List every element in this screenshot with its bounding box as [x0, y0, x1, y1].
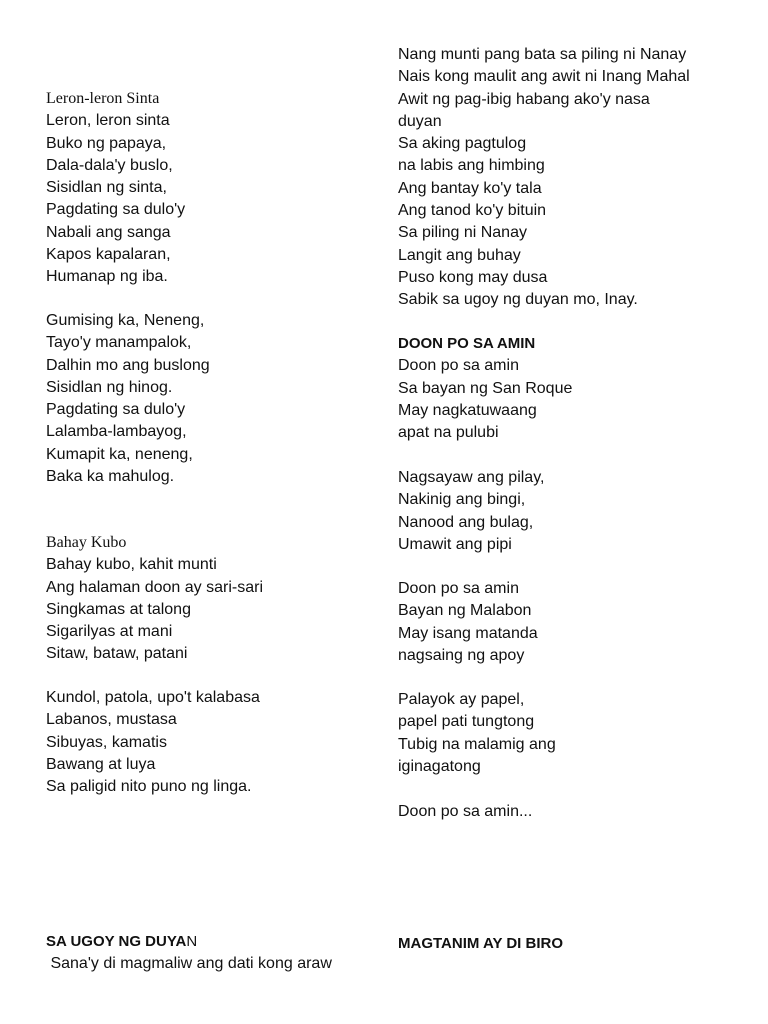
lyric-line: Leron, leron sinta [46, 112, 170, 130]
lyric-line: Ang tanod ko'y bituin [398, 202, 547, 220]
leron-leron-sinta-song [46, 88, 185, 289]
lyric-line: Puso kong may dusa [398, 268, 548, 286]
lyric-line: Umawit ang pipi [398, 535, 512, 553]
lyric-line: Langit ang buhay [398, 246, 521, 264]
stanza [398, 467, 544, 556]
lyric-line: Sa aking pagtulog [398, 135, 527, 153]
lyric-line: Doon po sa amin [398, 357, 519, 375]
lyric-line: nagsaing ng apoy [398, 646, 525, 664]
closing-line-block [398, 801, 532, 823]
lyric-line: Nakinig ang bingi, [398, 491, 526, 509]
lyric-line: May isang matanda [398, 624, 538, 642]
stanza [398, 355, 572, 444]
lyric-line: Kundol, patola, upo't kalabasa [46, 689, 260, 706]
lyric-line: Tubig na malamig ang [398, 735, 556, 753]
lyric-line: Ang bantay ko'y tala [398, 179, 542, 197]
lyric-line: Baka ka mahulog. [46, 468, 175, 486]
lyric-line: Nagsayaw ang pilay, [398, 469, 545, 486]
lyric-line: Humanap ng iba. [46, 268, 168, 286]
lyric-line: Bahay kubo, kahit munti [46, 556, 217, 574]
song-title: Leron-leron Sinta [46, 90, 160, 107]
lyric-line: Pagdating sa dulo'y [46, 201, 186, 219]
song-title: MAGTANIM AY DI BIRO [398, 935, 564, 952]
stanza [46, 110, 185, 288]
sa-ugoy-continued [398, 44, 690, 312]
song-title: DOON PO SA AMIN [398, 335, 536, 352]
lyric-line: Ang halaman doon ay sari-sari [46, 578, 264, 596]
lyric-line: Gumising ka, Neneng, [46, 312, 205, 329]
lyric-line: apat na pulubi [398, 424, 499, 442]
bahay-kubo-song [46, 532, 263, 666]
lyric-line: papel pati tungtong [398, 713, 535, 731]
lyric-line: Awit ng pag-ibig habang ako'y nasa [398, 90, 650, 108]
lyric-line: Sibuyas, kamatis [46, 733, 167, 751]
lyric-line: Buko ng papaya, [46, 134, 167, 152]
lyric-line: Sigarilyas at mani [46, 623, 173, 641]
stanza [398, 578, 538, 667]
lyric-line: Nabali ang sanga [46, 223, 171, 241]
lyric-line: Dala-dala'y buslo, [46, 156, 173, 174]
lyric-line: Nanood ang bulag, [398, 513, 534, 531]
lyric-line: Doon po sa amin... [398, 803, 533, 820]
lyric-line: Sa piling ni Nanay [398, 224, 527, 242]
lyric-line: Palayok ay papel, [398, 691, 525, 708]
magtanim-ay-di-biro-song [398, 933, 563, 955]
lyric-line: iginagatong [398, 757, 481, 775]
song-title-tail: N [186, 933, 198, 950]
stanza [46, 687, 260, 798]
lyric-line: Sabik sa ugoy ng duyan mo, Inay. [398, 291, 638, 309]
lyric-line: Pagdating sa dulo'y [46, 401, 186, 419]
lyric-line: Sana'y di magmaliw ang dati kong araw [46, 955, 332, 973]
doon-po-sa-amin-song [398, 333, 572, 444]
lyric-line: Sisidlan ng sinta, [46, 179, 167, 197]
lyric-line: Labanos, mustasa [46, 711, 177, 729]
lyric-line: Tayo'y manampalok, [46, 334, 192, 352]
lyric-line: Singkamas at talong [46, 600, 191, 618]
song-title-main: SA UGOY NG DUYA [46, 933, 187, 950]
lyric-line: duyan [398, 112, 442, 130]
lyric-line: Sa paligid nito puno ng linga. [46, 778, 252, 796]
lyric-line: Bayan ng Malabon [398, 602, 532, 620]
lyric-line: na labis ang himbing [398, 157, 545, 175]
lyric-line: Nais kong maulit ang awit ni Inang Mahal [398, 68, 690, 86]
lyric-line: Kumapit ka, neneng, [46, 445, 193, 463]
lyric-line: Nang munti pang bata sa piling ni Nanay [398, 46, 687, 63]
sa-ugoy-ng-duyan-song [46, 931, 332, 976]
lyric-line: Dalhin mo ang buslong [46, 356, 210, 374]
stanza [46, 554, 263, 665]
lyric-line: Bawang at luya [46, 755, 156, 773]
song-title: Bahay Kubo [46, 534, 127, 551]
lyric-line: Doon po sa amin [398, 580, 519, 597]
lyric-line: Sa bayan ng San Roque [398, 379, 573, 397]
lyric-line: Sitaw, bataw, patani [46, 645, 188, 663]
lyric-line: May nagkatuwaang [398, 401, 537, 419]
stanza [398, 689, 556, 778]
song-title [46, 931, 332, 953]
lyric-line: Lalamba-lambayog, [46, 423, 187, 441]
stanza [46, 310, 210, 488]
lyric-line: Kapos kapalaran, [46, 246, 171, 264]
lyric-line: Sisidlan ng hinog. [46, 378, 173, 396]
